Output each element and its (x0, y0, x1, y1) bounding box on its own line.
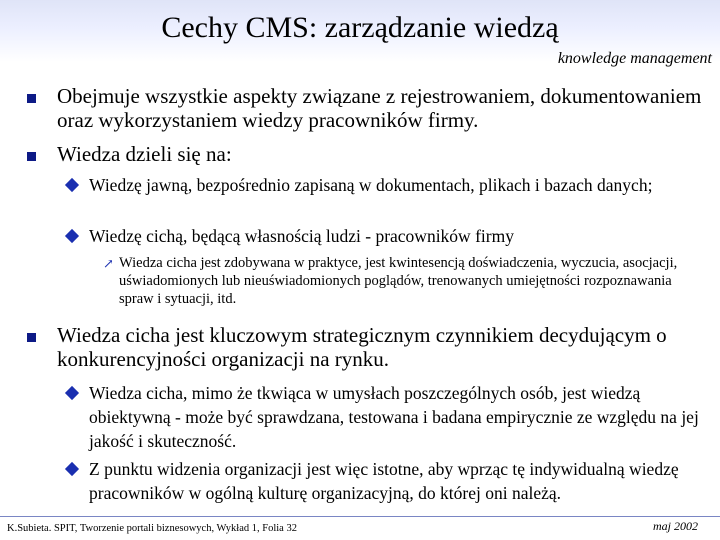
sub-item-3: Wiedza cicha, mimo że tkwiąca w umysłach poszczególnych osób, jest wiedzą obiektywną - może być sprawdzana, testowana i badana empirycznie ze względu na jej jakość i skuteczność. (89, 383, 699, 451)
square-bullet-icon (27, 152, 36, 161)
diamond-bullet-icon (65, 178, 79, 192)
bullet-item-2: Wiedza dzieli się na: (57, 142, 232, 166)
slide-title: Cechy CMS: zarządzanie wiedzą (161, 11, 559, 44)
sub-item-1: Wiedzę jawną, bezpośrednio zapisaną w dokumentach, plikach i bazach danych; (89, 175, 653, 195)
square-bullet-icon (27, 333, 36, 342)
diamond-bullet-icon (65, 386, 79, 400)
square-bullet-icon (27, 94, 36, 103)
sub-sub-item-1: Wiedza cicha jest zdobywana w praktyce, jest kwintesencją doświadczenia, wyczucia, asocjacji, uświadomionych lub nieuświadomionych poglądów, trenowanych umiejętności rozpoznawania spraw i sytuacji, itd. (119, 255, 678, 307)
bullet-item-3: Wiedza cicha jest kluczowym strategicznym czynnikiem decydującym o konkurencyjności organizacji na rynku. (57, 323, 667, 371)
arrow-bullet-icon: ↗ (103, 256, 114, 271)
footer-divider (0, 516, 720, 517)
slide-subtitle: knowledge management (557, 50, 712, 67)
bullet-item-1: Obejmuje wszystkie aspekty związane z rejestrowaniem, dokumentowaniem oraz wykorzystaniem wiedzy pracowników firmy. (57, 84, 702, 132)
diamond-bullet-icon (65, 229, 79, 243)
diamond-bullet-icon (65, 462, 79, 476)
sub-item-2: Wiedzę cichą, będącą własnością ludzi - pracowników firmy (89, 226, 514, 246)
footer-citation: K.Subieta. SPIT, Tworzenie portali biznesowych, Wykład 1, Folia 32 (7, 523, 297, 534)
footer-date: maj 2002 (653, 519, 698, 533)
sub-item-4: Z punktu widzenia organizacji jest więc istotne, aby wprząc tę indywidualną wiedzę pracowników w ogólną kulturę organizacyjną, do której oni należą. (89, 459, 679, 503)
